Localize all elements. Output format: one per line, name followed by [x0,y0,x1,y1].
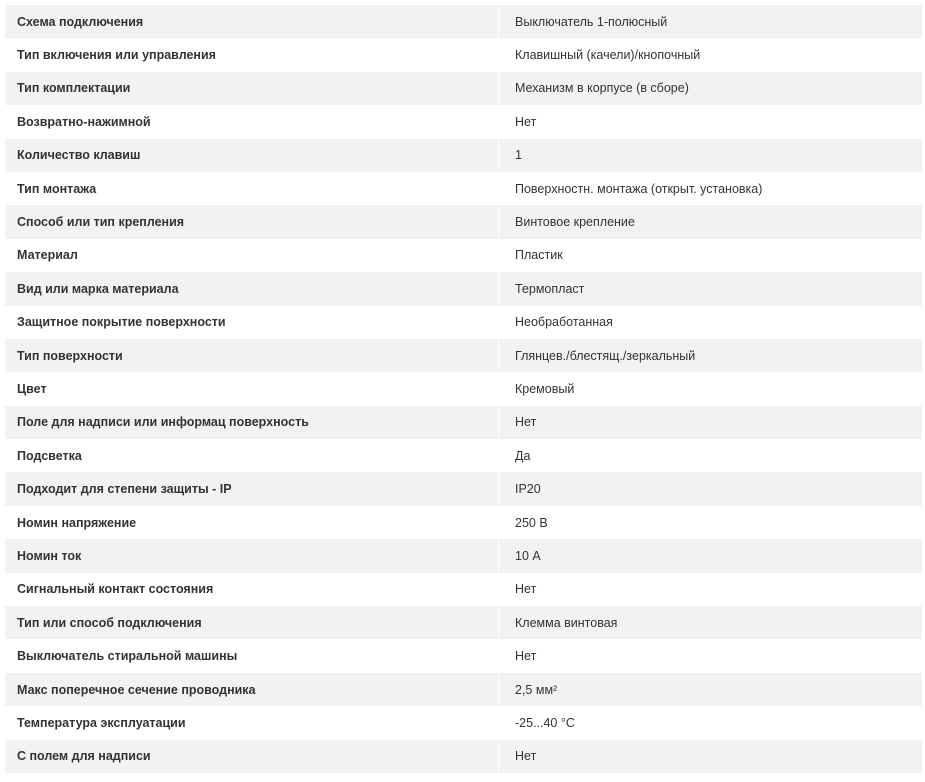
spec-row [5,139,922,172]
spec-name: Тип поверхности [5,339,498,372]
spec-name: Подходит для степени защиты - IP [5,472,498,505]
spec-row [5,105,922,138]
spec-value: Клемма винтовая [499,606,922,639]
spec-name: Тип или способ подключения [5,606,498,639]
spec-value: 250 В [499,506,922,539]
spec-name: Возвратно-нажимной [5,105,498,138]
spec-value: Нет [499,105,922,138]
spec-name: Выключатель стиральной машины [5,639,498,672]
spec-row [5,439,922,472]
spec-row [5,606,922,639]
spec-row [5,740,922,773]
spec-name: Тип включения или управления [5,38,498,71]
spec-row [5,639,922,672]
spec-value: Кремовый [499,372,922,405]
spec-value: Глянцев./блестящ./зеркальный [499,339,922,372]
spec-name: Номин ток [5,539,498,572]
spec-value: Нет [499,639,922,672]
spec-row [5,306,922,339]
spec-row [5,339,922,372]
spec-row [5,272,922,305]
spec-row [5,706,922,739]
spec-row [5,172,922,205]
spec-name: Сигнальный контакт состояния [5,573,498,606]
spec-name: Температура эксплуатации [5,706,498,739]
spec-value: Поверхностн. монтажа (открыт. установка) [499,172,922,205]
spec-name: Тип комплектации [5,72,498,105]
spec-name: Материал [5,239,498,272]
spec-row [5,38,922,71]
spec-name: Тип монтажа [5,172,498,205]
spec-row [5,573,922,606]
spec-row [5,472,922,505]
spec-name: Способ или тип крепления [5,205,498,238]
spec-value: 10 А [499,539,922,572]
spec-row [5,372,922,405]
specifications-table [5,5,922,773]
spec-name: Цвет [5,372,498,405]
spec-name: С полем для надписи [5,740,498,773]
spec-value: Винтовое крепление [499,205,922,238]
spec-name: Подсветка [5,439,498,472]
spec-value: Да [499,439,922,472]
spec-value: 1 [499,139,922,172]
spec-value: Нет [499,573,922,606]
spec-value: 2,5 мм² [499,673,922,706]
spec-name: Макс поперечное сечение проводника [5,673,498,706]
spec-name: Поле для надписи или информац поверхность [5,406,498,439]
spec-value: Пластик [499,239,922,272]
spec-value: Нет [499,740,922,773]
spec-value: Необработанная [499,306,922,339]
spec-row [5,239,922,272]
spec-value: Клавишный (качели)/кнопочный [499,38,922,71]
spec-name: Вид или марка материала [5,272,498,305]
spec-value: Термопласт [499,272,922,305]
specifications-body [5,5,922,773]
spec-row [5,506,922,539]
spec-name: Защитное покрытие поверхности [5,306,498,339]
spec-row [5,5,922,38]
spec-value: Механизм в корпусе (в сборе) [499,72,922,105]
spec-row [5,406,922,439]
spec-name: Количество клавиш [5,139,498,172]
spec-row [5,673,922,706]
spec-value: -25...40 °C [499,706,922,739]
spec-row [5,72,922,105]
spec-row [5,205,922,238]
spec-name: Номин напряжение [5,506,498,539]
spec-value: Нет [499,406,922,439]
spec-value: Выключатель 1-полюсный [499,5,922,38]
spec-value: IP20 [499,472,922,505]
spec-row [5,539,922,572]
spec-name: Схема подключения [5,5,498,38]
